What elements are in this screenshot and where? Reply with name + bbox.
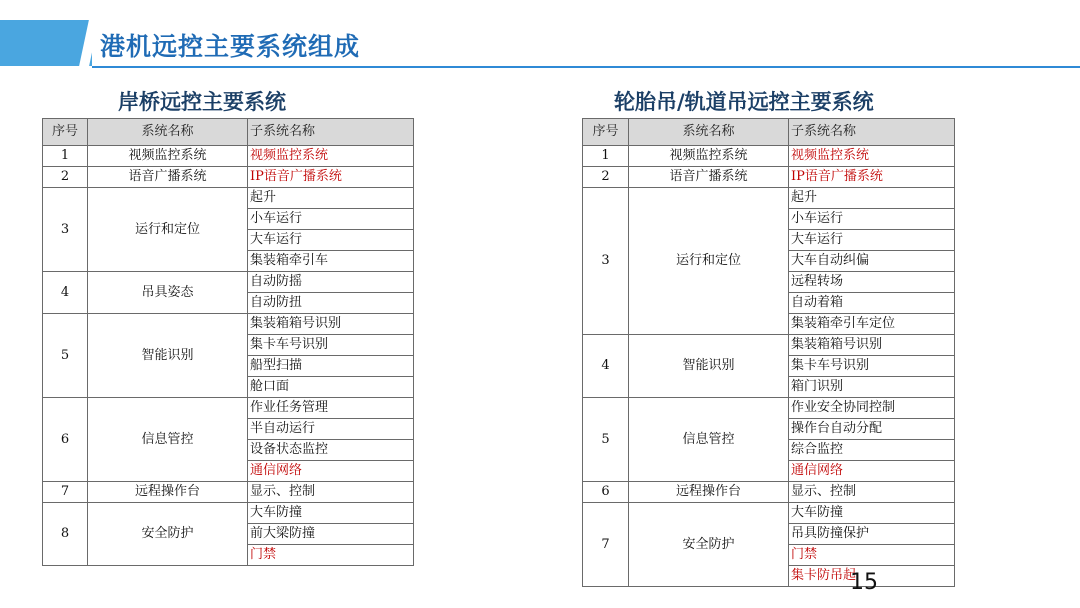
seq-column-header: 序号 <box>43 119 88 146</box>
system-name-cell: 远程操作台 <box>629 482 789 503</box>
subsystem-cell: 作业任务管理 <box>248 398 414 419</box>
table-row <box>43 482 414 503</box>
title-underline <box>92 66 1080 68</box>
table-row <box>583 146 955 167</box>
subsystem-cell: 集卡车号识别 <box>789 356 955 377</box>
system-name-cell: 智能识别 <box>629 335 789 398</box>
seq-cell: 2 <box>43 167 88 188</box>
page-number: 15 <box>850 570 878 595</box>
subsystem-cell: 前大梁防撞 <box>248 524 414 545</box>
quay-crane-system-table <box>42 118 414 566</box>
subsystem-cell: 大车自动纠偏 <box>789 251 955 272</box>
seq-cell: 3 <box>43 188 88 272</box>
system-name-cell: 智能识别 <box>88 314 248 398</box>
subsystem-cell: 门禁 <box>248 545 414 566</box>
system-name-cell: 信息管控 <box>88 398 248 482</box>
seq-cell: 1 <box>43 146 88 167</box>
seq-cell: 1 <box>583 146 629 167</box>
subsystem-cell: 通信网络 <box>789 461 955 482</box>
system-name-cell: 吊具姿态 <box>88 272 248 314</box>
subsystem-cell: 自动防摇 <box>248 272 414 293</box>
seq-cell: 4 <box>583 335 629 398</box>
subsystem-cell: 远程转场 <box>789 272 955 293</box>
seq-cell: 8 <box>43 503 88 566</box>
subsystem-cell: 视频监控系统 <box>248 146 414 167</box>
yard-crane-system-table <box>582 118 955 587</box>
subsystem-cell: 大车防撞 <box>789 503 955 524</box>
seq-cell: 6 <box>583 482 629 503</box>
seq-cell: 5 <box>43 314 88 398</box>
subsystem-cell: 大车运行 <box>248 230 414 251</box>
subsystem-column-header: 子系统名称 <box>789 119 955 146</box>
subsystem-cell: 大车防撞 <box>248 503 414 524</box>
seq-cell: 6 <box>43 398 88 482</box>
subsystem-cell: 集卡车号识别 <box>248 335 414 356</box>
system-name-cell: 语音广播系统 <box>629 167 789 188</box>
system-name-cell: 安全防护 <box>629 503 789 587</box>
system-name-cell: 运行和定位 <box>88 188 248 272</box>
seq-cell: 5 <box>583 398 629 482</box>
table-row <box>583 188 955 209</box>
seq-cell: 2 <box>583 167 629 188</box>
subsystem-cell: IP语音广播系统 <box>789 167 955 188</box>
system-name-cell: 视频监控系统 <box>629 146 789 167</box>
table-header-row <box>583 119 955 146</box>
subsystem-cell: 作业安全协同控制 <box>789 398 955 419</box>
subsystem-cell: 半自动运行 <box>248 419 414 440</box>
table-row <box>43 398 414 419</box>
table-row <box>583 503 955 524</box>
system-name-cell: 远程操作台 <box>88 482 248 503</box>
table-row <box>43 272 414 293</box>
seq-cell: 7 <box>43 482 88 503</box>
seq-column-header: 序号 <box>583 119 629 146</box>
table-row <box>43 314 414 335</box>
subsystem-cell: 自动防扭 <box>248 293 414 314</box>
yard-crane-heading: 轮胎吊/轨道吊远控主要系统 <box>614 90 874 114</box>
subsystem-cell: 大车运行 <box>789 230 955 251</box>
subsystem-cell: 集装箱箱号识别 <box>248 314 414 335</box>
system-name-cell: 运行和定位 <box>629 188 789 335</box>
subsystem-cell: 起升 <box>248 188 414 209</box>
subsystem-column-header: 子系统名称 <box>248 119 414 146</box>
subsystem-cell: 集装箱牵引车定位 <box>789 314 955 335</box>
seq-cell: 7 <box>583 503 629 587</box>
subsystem-cell: 集卡防吊起 <box>789 566 955 587</box>
title-banner-accent <box>0 20 92 66</box>
subsystem-cell: 操作台自动分配 <box>789 419 955 440</box>
subsystem-cell: 自动着箱 <box>789 293 955 314</box>
table-row <box>583 398 955 419</box>
subsystem-cell: 门禁 <box>789 545 955 566</box>
system-name-cell: 视频监控系统 <box>88 146 248 167</box>
subsystem-cell: 集装箱牵引车 <box>248 251 414 272</box>
subsystem-cell: 起升 <box>789 188 955 209</box>
subsystem-cell: 小车运行 <box>248 209 414 230</box>
quay-crane-heading: 岸桥远控主要系统 <box>118 90 286 114</box>
subsystem-cell: 箱门识别 <box>789 377 955 398</box>
system-name-cell: 信息管控 <box>629 398 789 482</box>
seq-cell: 3 <box>583 188 629 335</box>
system-name-cell: 安全防护 <box>88 503 248 566</box>
table-row <box>43 146 414 167</box>
table-row <box>43 188 414 209</box>
table-row <box>583 482 955 503</box>
subsystem-cell: 小车运行 <box>789 209 955 230</box>
table-row <box>583 335 955 356</box>
subsystem-cell: 船型扫描 <box>248 356 414 377</box>
subsystem-cell: 显示、控制 <box>789 482 955 503</box>
seq-cell: 4 <box>43 272 88 314</box>
subsystem-cell: 显示、控制 <box>248 482 414 503</box>
table-row <box>583 167 955 188</box>
subsystem-cell: 通信网络 <box>248 461 414 482</box>
system-name-column-header: 系统名称 <box>629 119 789 146</box>
subsystem-cell: 综合监控 <box>789 440 955 461</box>
subsystem-cell: 设备状态监控 <box>248 440 414 461</box>
subsystem-cell: 集装箱箱号识别 <box>789 335 955 356</box>
subsystem-cell: 舱口面 <box>248 377 414 398</box>
subsystem-cell: 视频监控系统 <box>789 146 955 167</box>
subsystem-cell: 吊具防撞保护 <box>789 524 955 545</box>
page-title: 港机远控主要系统组成 <box>100 32 361 61</box>
subsystem-cell: IP语音广播系统 <box>248 167 414 188</box>
table-row <box>43 503 414 524</box>
system-name-column-header: 系统名称 <box>88 119 248 146</box>
table-header-row <box>43 119 414 146</box>
system-name-cell: 语音广播系统 <box>88 167 248 188</box>
table-row <box>43 167 414 188</box>
